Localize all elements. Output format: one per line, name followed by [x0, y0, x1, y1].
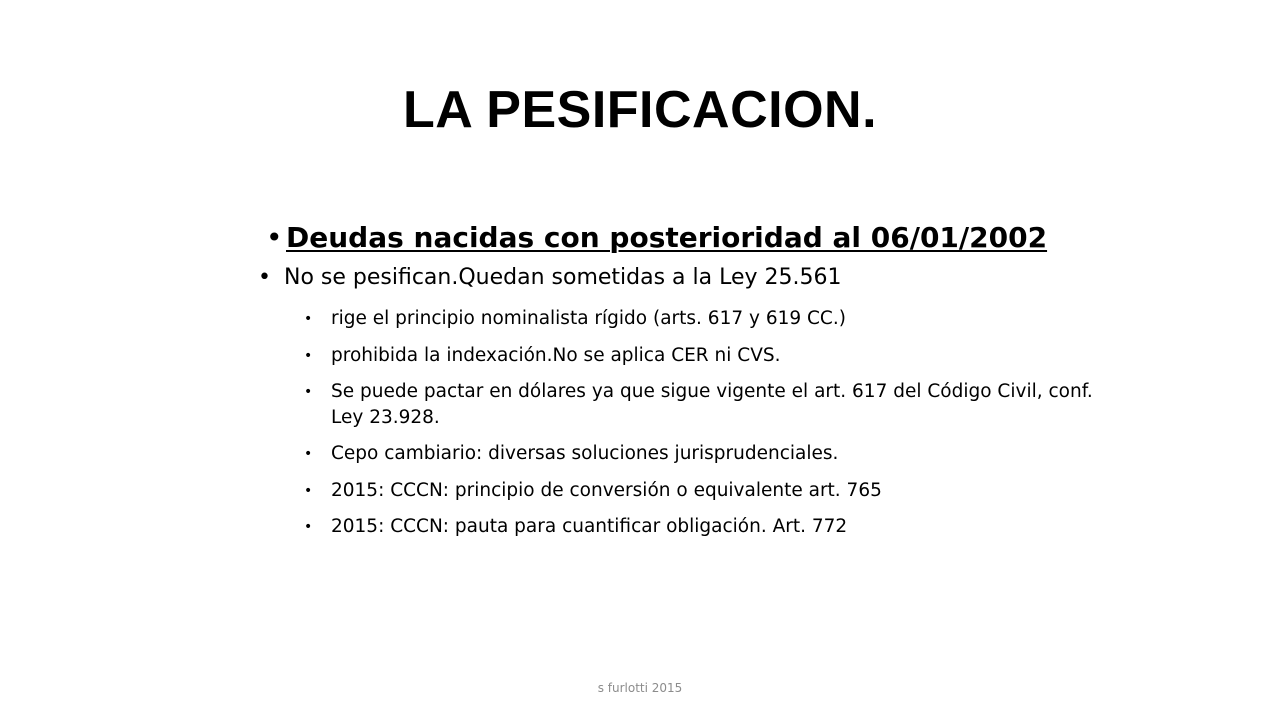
heading-bullet-text: Deudas nacidas con posterioridad al 06/01/2002 — [286, 221, 1048, 254]
list-item-text: Se puede pactar en dólares ya que sigue vigente el art. 617 del Código Civil, conf. Ley 23.928. — [331, 381, 1093, 428]
list-item-text: Cepo cambiario: diversas soluciones jurisprudenciales. — [331, 443, 839, 464]
list-item — [304, 343, 1104, 369]
bullet-icon: • — [304, 384, 313, 400]
slide-title: LA PESIFICACION. — [402, 81, 878, 139]
sub-bullet-text: No se pesifican.Quedan sometidas a la Ley 25.561 — [284, 265, 842, 290]
list-item-text: prohibida la indexación.No se aplica CER ni CVS. — [331, 345, 781, 366]
bullet-icon: • — [304, 348, 313, 364]
bullet-icon: • — [304, 483, 313, 499]
list-item — [304, 514, 1104, 540]
sub-bullet — [258, 262, 1078, 294]
list-item-text: 2015: CCCN: principio de conversión o equivalente art. 765 — [331, 480, 882, 501]
bullet-icon: • — [304, 446, 313, 462]
slide-footer: s furlotti 2015 — [597, 681, 683, 695]
list-item-text: 2015: CCCN: pauta para cuantificar obligación. Art. 772 — [331, 516, 848, 537]
list-item — [304, 306, 1104, 332]
bullet-icon: • — [304, 311, 313, 327]
list-item — [304, 478, 1104, 504]
bullet-icon: • — [266, 221, 283, 254]
list-item — [304, 379, 1104, 431]
list-item-text: rige el principio nominalista rígido (arts. 617 y 619 CC.) — [331, 308, 846, 329]
heading-bullet — [266, 219, 1086, 257]
list-item — [304, 441, 1104, 467]
bullet-icon: • — [258, 265, 271, 290]
bullet-icon: • — [304, 519, 313, 535]
